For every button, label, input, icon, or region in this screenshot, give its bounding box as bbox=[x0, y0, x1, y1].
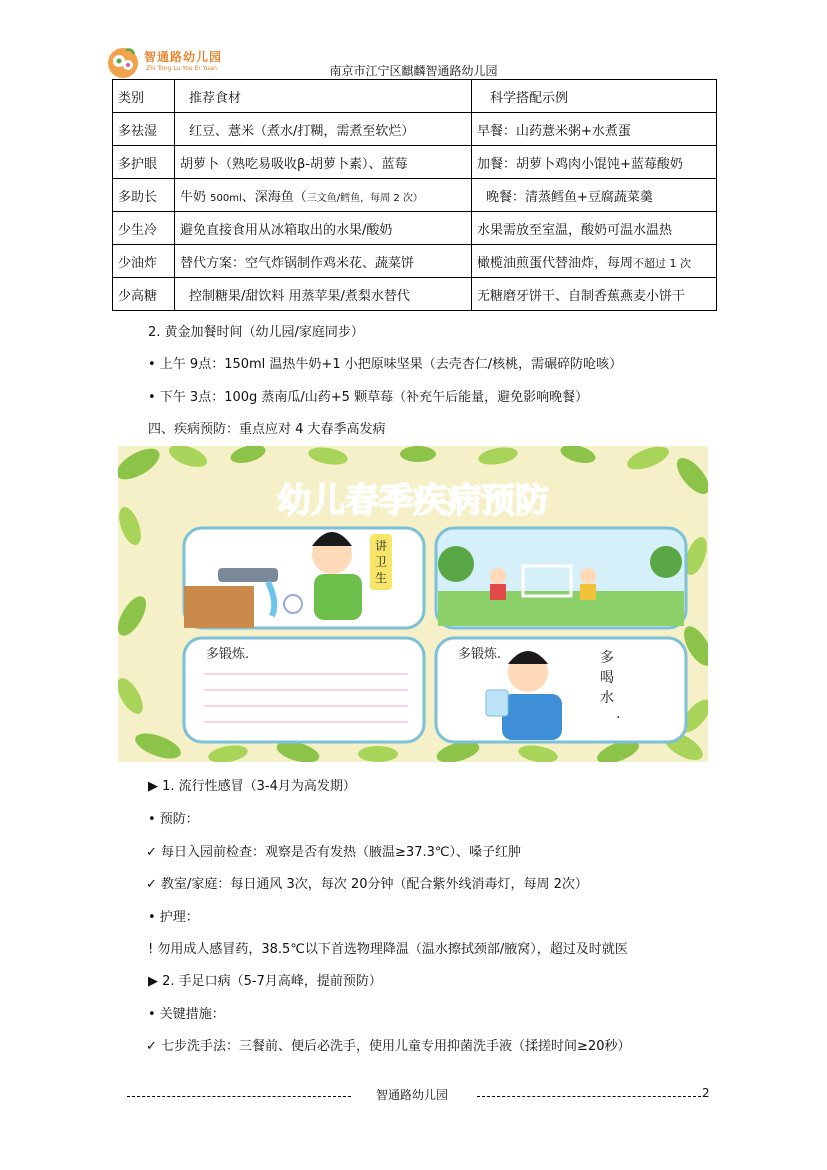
nutrition-table bbox=[112, 79, 717, 311]
table-cell-example: 晚餐：清蒸鳕鱼+豆腐蔬菜羹 bbox=[472, 179, 717, 212]
table-cell-example: 无糖磨牙饼干、自制香蕉燕麦小饼干 bbox=[472, 278, 717, 311]
table-cell-food bbox=[175, 179, 472, 212]
text-part: 橄榄油煎蛋代替油炸，每周 bbox=[477, 255, 634, 271]
tree-icon bbox=[438, 546, 474, 582]
water-text-1: 多 bbox=[600, 650, 614, 666]
section-heading: 四、疾病预防：重点应对 4 大春季高发病 bbox=[148, 422, 386, 437]
table-row bbox=[113, 212, 717, 245]
disease-heading-hfmd: ▶ 2. 手足口病（5-7月高峰，提前预防） bbox=[148, 974, 382, 989]
text-part-small: 三文鱼/鳕鱼，每周 2 次） bbox=[306, 192, 423, 204]
exercise-label: 多锻炼. bbox=[206, 647, 250, 662]
logo-text-en: Zhi Tong Lu You Er Yuan bbox=[146, 65, 217, 72]
table-cell-food: 胡萝卜（熟吃易吸收β-胡萝卜素）、蓝莓 bbox=[175, 146, 472, 179]
table-cell-food: 替代方案：空气炸锅制作鸡米花、蔬菜饼 bbox=[175, 245, 472, 278]
footer-rule-right bbox=[477, 1096, 701, 1097]
poster-illustration bbox=[118, 446, 708, 762]
table-cell-food: 红豆、薏米（煮水/打糊，需煮至软烂） bbox=[175, 113, 472, 146]
table-cell-category: 少油炸 bbox=[113, 245, 175, 278]
faucet-icon bbox=[218, 568, 278, 582]
table-header-cell: 推荐食材 bbox=[175, 80, 472, 113]
text-part-small: 不超过 1 次 bbox=[633, 256, 692, 270]
logo-text-cn: 智通路幼儿园 bbox=[144, 50, 223, 64]
check-item: ✓ 七步洗手法：三餐前、便后必洗手，使用儿童专用抑菌洗手液（揉搓时间≥20秒） bbox=[146, 1039, 631, 1054]
bullet-item: • 上午 9点：150ml 温热牛奶+1 小把原味坚果（去壳杏仁/核桃，需碾碎防呛咳） bbox=[148, 357, 623, 372]
table-row bbox=[113, 146, 717, 179]
table-cell-category: 多祛湿 bbox=[113, 113, 175, 146]
table-header-cell: 科学搭配示例 bbox=[472, 80, 717, 113]
footer-school-name: 智通路幼儿园 bbox=[376, 1088, 449, 1102]
bullet-item: • 下午 3点：100g 蒸南瓜/山药+5 颗草莓（补充午后能量，避免影响晚餐） bbox=[148, 390, 589, 405]
table-header-cell: 类别 bbox=[113, 80, 175, 113]
table-cell-example: 早餐：山药薏米粥+水煮蛋 bbox=[472, 113, 717, 146]
exercise-label-2: 多锻炼. bbox=[458, 647, 502, 662]
table-cell-food: 避免直接食用从冰箱取出的水果/酸奶 bbox=[175, 212, 472, 245]
table-row bbox=[113, 245, 717, 278]
footer-rule-left bbox=[127, 1096, 351, 1097]
water-text-3: 水 bbox=[600, 690, 614, 706]
table-cell-category: 少高糖 bbox=[113, 278, 175, 311]
table-cell-category: 多助长 bbox=[113, 179, 175, 212]
text-part: 、深海鱼（ bbox=[241, 189, 307, 205]
warning-item: ! 勿用成人感冒药，38.5℃以下首选物理降温（温水擦拭颈部/腋窝），超过及时就医 bbox=[148, 942, 628, 957]
tag-hygiene-3: 生 bbox=[374, 571, 388, 585]
water-text-2: 喝 bbox=[600, 670, 614, 686]
bullet-item: • 护理： bbox=[148, 910, 199, 925]
table-row bbox=[113, 278, 717, 311]
tree-icon bbox=[650, 546, 682, 578]
page-number: 2 bbox=[702, 1086, 710, 1100]
disease-prevention-poster bbox=[118, 446, 708, 762]
bullet-item: • 关键措施： bbox=[148, 1007, 225, 1022]
text-part: 牛奶 bbox=[180, 189, 207, 205]
table-cell-category: 多护眼 bbox=[113, 146, 175, 179]
tag-hygiene-2: 卫 bbox=[374, 555, 388, 569]
text-part-small: 500ml bbox=[210, 192, 242, 204]
table-header-row bbox=[113, 80, 717, 113]
table-cell-food: 控制糖果/甜饮料 用蒸苹果/煮梨水替代 bbox=[175, 278, 472, 311]
table-cell-example: 水果需放至室温，酸奶可温水温热 bbox=[472, 212, 717, 245]
paragraph: 2. 黄金加餐时间（幼儿园/家庭同步） bbox=[148, 325, 364, 340]
water-cup-icon bbox=[486, 690, 508, 716]
table-cell-category: 少生冷 bbox=[113, 212, 175, 245]
table-row bbox=[113, 113, 717, 146]
table-row bbox=[113, 179, 717, 212]
tag-hygiene-1: 讲 bbox=[374, 539, 388, 553]
check-item: ✓ 教室/家庭：每日通风 3次，每次 20分钟（配合紫外线消毒灯，每周 2次） bbox=[146, 877, 588, 892]
water-text-4: . bbox=[616, 706, 621, 722]
poster-title: 幼儿春季疾病预防 bbox=[277, 481, 549, 521]
header-title: 南京市江宁区麒麟智通路幼儿园 bbox=[329, 64, 498, 78]
disease-heading-flu: ▶ 1. 流行性感冒（3-4月为高发期） bbox=[148, 779, 356, 794]
bullet-item: • 预防： bbox=[148, 812, 199, 827]
table-cell-example: 加餐：胡萝卜鸡肉小馄饨+蓝莓酸奶 bbox=[472, 146, 717, 179]
check-item: ✓ 每日入园前检查：观察是否有发热（腋温≥37.3℃）、嗓子红肿 bbox=[146, 845, 521, 860]
table-cell-example bbox=[472, 245, 717, 278]
